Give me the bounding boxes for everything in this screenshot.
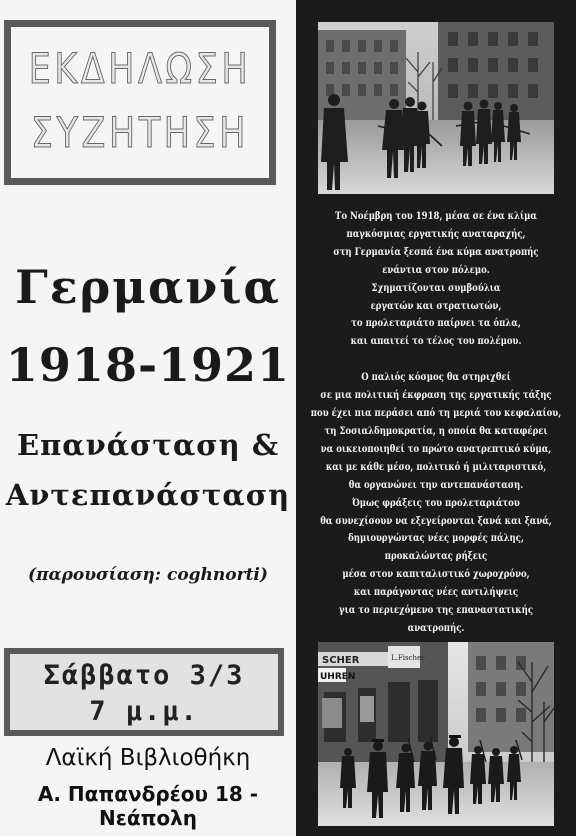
description-line: τη Σοσιαλδημοκρατία, η οποία θα καταφέρει (324, 424, 548, 437)
description-text (310, 208, 563, 638)
presenter-credit: (παρουσίαση: coghnorti) (28, 565, 268, 585)
subtitle-revolution: Επανάσταση & (16, 428, 280, 462)
sign-text-1: UHREN (320, 672, 356, 682)
description-line: εργατών και στρατιωτών, (370, 299, 502, 312)
description-line: και με κάθε μέσο, πολιτικό ή μιλιταριστικό, (325, 460, 547, 473)
event-time: 7 μ.μ. (89, 696, 199, 727)
description-line: που έχει πια περάσει από τη μεριά του κεφαλαίου, (310, 407, 562, 420)
description-line: προκαλώντας ρήξεις (384, 550, 488, 563)
description-line: Το Νοέμβρη του 1918, μέσα σε ένα κλίμα (335, 210, 537, 222)
description-line: και απαιτεί το τέλος του πολέμου. (350, 335, 522, 348)
sign-text-3: SCHER (322, 655, 360, 666)
venue-name: Λαϊκή Βιβλιοθήκη (45, 745, 251, 771)
event-type-line-1: ΕΚΔΗΛΩΣΗ (28, 44, 252, 93)
paragraph-gap (310, 351, 563, 369)
photo-soldiers-street (318, 22, 554, 194)
description-line: Ο παλιός κόσμος θα στηριχθεί (361, 371, 511, 384)
description-line: θα συνεχίσουν να εξεγείρονται ξανά και ξανά, (320, 514, 552, 527)
description-line: Όμως φράξεις του προλεταριάτου (352, 496, 520, 509)
description-line: ενάντια στον πόλεμο. (382, 263, 490, 276)
title-country: Γερμανία (15, 260, 281, 314)
event-date: Σάββατο 3/3 (43, 660, 245, 691)
description-line: σε μια πολιτική έκφραση της εργατικής τάξης (320, 389, 552, 402)
sign-text-2: L.Fischer (391, 654, 425, 662)
date-time-box (4, 648, 284, 736)
description-line: παγκόσμιας εργατικής αναταραχής, (346, 227, 526, 240)
description-line: για το περιεχόμενο της επαναστατικής ανατροπής. (338, 604, 534, 634)
description-line: δημιουργώντας νέες μορφές πάλης, (348, 532, 524, 545)
title-years: 1918-1921 (5, 338, 291, 392)
description-line: να οικειοποιηθεί το πρώτο ανατρεπτικό κύμα, (320, 442, 552, 455)
description-line: στη Γερμανία ξεσπά ένα κύμα ανατροπής (333, 245, 539, 258)
description-line: μέσα στον καπιταλιστικό χωροχρόνο, (342, 568, 530, 581)
venue-address: Α. Παπανδρέου 18 - Νεάπολη (37, 782, 259, 830)
photo-street-march (318, 642, 554, 826)
event-type-box (4, 20, 276, 185)
description-line: θα οργανώνει την αντεπανάσταση. (348, 478, 524, 491)
event-type-line-2: ΣΥΖΗΤΗΣΗ (30, 108, 250, 157)
description-line: Σχηματίζονται συμβούλια (371, 281, 501, 294)
description-line: το προλεταριάτο παίρνει τα όπλα, (351, 317, 521, 330)
description-line: και παράγοντας νέες αντιλήψεις (353, 586, 519, 599)
subtitle-counterrevolution: Αντεπανάσταση (5, 478, 291, 512)
